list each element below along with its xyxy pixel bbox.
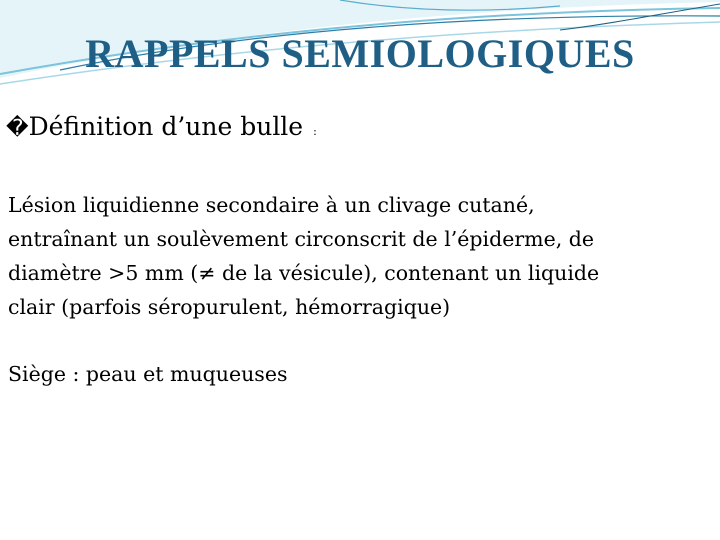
bullet-glyph: � <box>6 116 29 141</box>
heading-colon: : <box>313 125 317 138</box>
definition-heading <box>6 112 317 141</box>
definition-line: entraînant un soulèvement circonscrit de l’épiderme, de <box>8 227 594 251</box>
definition-line: diamètre >5 mm (≠ de la vésicule), contenant un liquide <box>8 261 600 285</box>
definition-line: Lésion liquidienne secondaire à un clivage cutané, <box>8 193 535 217</box>
definition-line: clair (parfois séropurulent, hémorragique) <box>8 295 451 319</box>
definition-heading-text: Définition d’une bulle <box>28 112 304 141</box>
definition-paragraph <box>8 188 708 324</box>
siege-text: Siège : peau et muqueuses <box>8 362 288 386</box>
slide-title: RAPPELS SEMIOLOGIQUES <box>85 31 635 76</box>
